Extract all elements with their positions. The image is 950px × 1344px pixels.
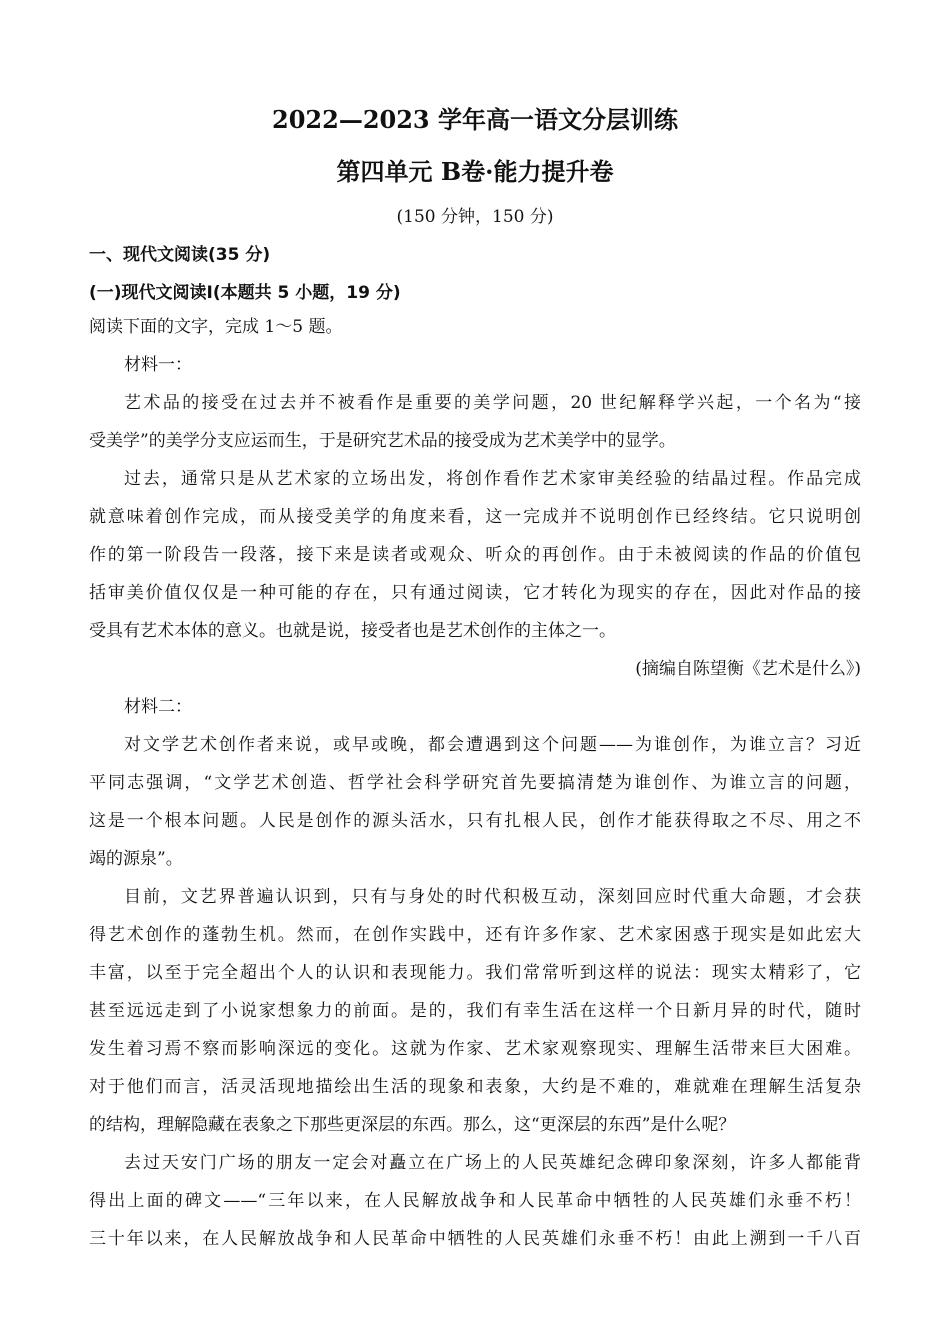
paragraph-line: 就意味着创作完成，而从接受美学的角度来看，这一完成并不说明创作已经终结。它只说明创 xyxy=(89,507,861,527)
paragraph-line: 三十年以来，在人民解放战争和人民革命中牺牲的人民英雄们永垂不朽！由此上溯到一千八百 xyxy=(89,1229,861,1249)
paragraph-line: 平同志强调，“文学艺术创造、哲学社会科学研究首先要搞清楚为谁创作、为谁立言的问题， xyxy=(89,773,861,793)
source-citation: (摘编自陈望衡《艺术是什么》) xyxy=(635,659,861,679)
paragraph-line: 括审美价值仅仅是一种可能的存在，只有通过阅读，它才转化为现实的存在，因此对作品的接 xyxy=(89,583,861,603)
document-subtitle: 第四单元 B卷·能力提升卷 xyxy=(336,157,614,186)
paragraph-line: 目前，文艺界普遍认识到，只有与身处的时代积极互动，深刻回应时代重大命题，才会获 xyxy=(124,887,861,907)
material-label: 材料二： xyxy=(124,697,192,717)
paragraph-line: 甚至远远走到了小说家想象力的前面。是的，我们有幸生活在这样一个日新月异的时代，随时 xyxy=(89,1001,861,1021)
paragraph-line: 受具有艺术本体的意义。也就是说，接受者也是艺术创作的主体之一。 xyxy=(89,621,616,641)
paragraph-line: 发生着习焉不察而影响深远的变化。这就为作家、艺术家观察现实、理解生活带来巨大困难。 xyxy=(89,1039,861,1059)
material-label: 材料一： xyxy=(124,355,192,375)
paragraph-line: 丰富，以至于完全超出个人的认识和表现能力。我们常常听到这样的说法：现实太精彩了，它 xyxy=(89,963,861,983)
time-score-info: (150 分钟，150 分) xyxy=(396,207,554,227)
paragraph-line: 过去，通常只是从艺术家的立场出发，将创作看作艺术家审美经验的结晶过程。作品完成 xyxy=(124,469,861,489)
paragraph-line: 去过天安门广场的朋友一定会对矗立在广场上的人民英雄纪念碑印象深刻，许多人都能背 xyxy=(124,1153,861,1173)
paragraph-line: 这是一个根本问题。人民是创作的源头活水，只有扎根人民，创作才能获得取之不尽、用之不 xyxy=(89,811,861,831)
subsection-heading-reading-1: (一)现代文阅读Ⅰ(本题共 5 小题，19 分) xyxy=(89,283,401,303)
paragraph-line: 得艺术创作的蓬勃生机。然而，在创作实践中，还有许多作家、艺术家困惑于现实是如此宏大 xyxy=(89,925,861,945)
document-title: 2022—2023 学年高一语文分层训练 xyxy=(272,105,678,134)
paragraph-line: 艺术品的接受在过去并不被看作是重要的美学问题，20 世纪解释学兴起，一个名为“接 xyxy=(124,393,861,413)
paragraph-line: 对文学艺术创作者来说，或早或晚，都会遭遇到这个问题——为谁创作，为谁立言？习近 xyxy=(124,735,861,755)
paragraph-line: 作的第一阶段告一段落，接下来是读者或观众、听众的再创作。由于未被阅读的作品的价值包 xyxy=(89,545,861,565)
paragraph-line: 的结构，理解隐藏在表象之下那些更深层的东西。那么，这“更深层的东西”是什么呢？ xyxy=(89,1115,736,1135)
paragraph-line: 受美学”的美学分支应运而生，于是研究艺术品的接受成为艺术美学中的显学。 xyxy=(89,431,676,451)
section-heading-modern-reading: 一、现代文阅读(35 分) xyxy=(89,245,271,265)
paragraph-line: 竭的源泉”。 xyxy=(89,849,183,869)
paragraph-line: 对于他们而言，活灵活现地描绘出生活的现象和表象，大约是不难的，难就难在理解生活复杂 xyxy=(89,1077,861,1097)
reading-instruction: 阅读下面的文字，完成 1～5 题。 xyxy=(89,317,343,337)
paragraph-line: 得出上面的碑文——“三年以来，在人民解放战争和人民革命中牺牲的人民英雄们永垂不朽！ xyxy=(89,1191,861,1211)
